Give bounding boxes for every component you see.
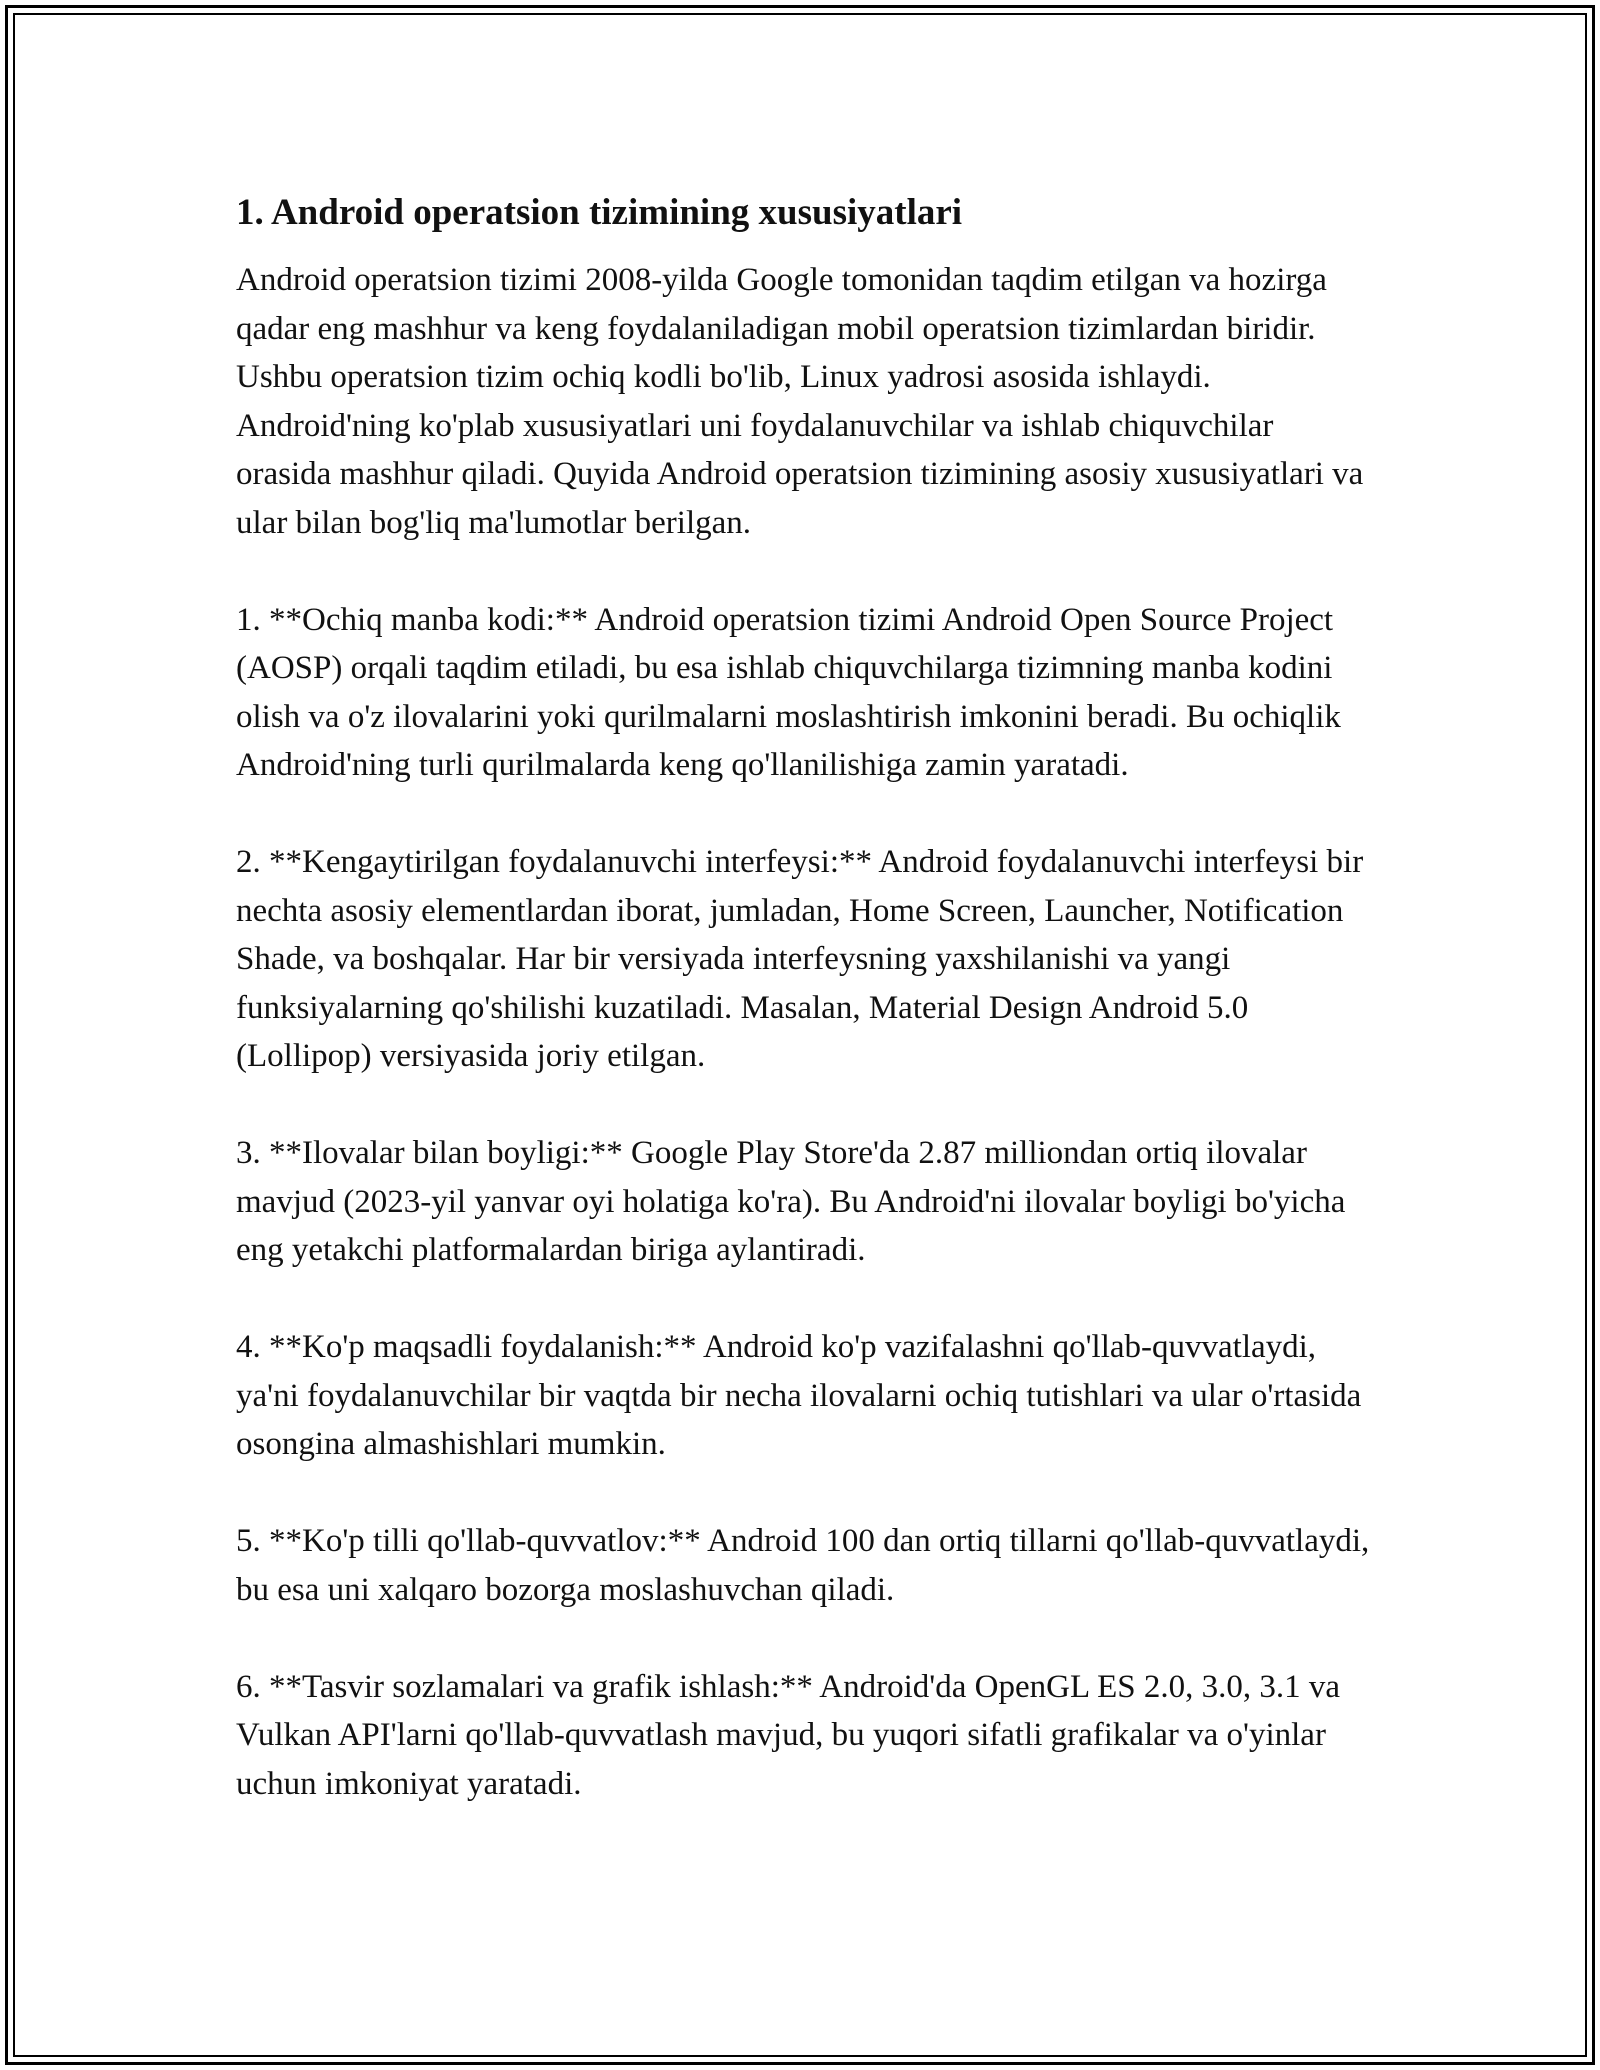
feature-open-source: 1. **Ochiq manba kodi:** Android operatsion tizimi Android Open Source Project (AOSP) orqali taqdim etiladi, bu esa ishlab chiquvchilarga tizimning manba kodini olish va o'z ilovalarini yoki qurilmalarni moslashtirish imkonini beradi. Bu ochiqlik Android'ning turli qurilmalarda keng qo'llanilishiga zamin yaratadi. [236,601,1341,783]
feature-apps: 3. **Ilovalar bilan boyligi:** Google Play Store'da 2.87 milliondan ortiq ilovalar mavjud (2023-yil yanvar oyi holatiga ko'ra). Bu Android'ni ilovalar boyligi bo'yicha eng yetakchi platformalardan biriga aylantiradi. [236,1135,1346,1268]
document-body [236,188,1376,1808]
feature-user-interface: 2. **Kengaytirilgan foydalanuvchi interfeysi:** Android foydalanuvchi interfeysi bir nechta asosiy elementlardan iborat, jumladan, Home Screen, Launcher, Notification Shade, va boshqalar. Har bir versiyada interfeysning yaxshilanishi va yangi funksiyalarning qo'shilishi kuzatiladi. Masalan, Material Design Android 5.0 (Lollipop) versiyasida joriy etilgan. [236,844,1364,1074]
feature-multitasking: 4. **Ko'p maqsadli foydalanish:** Android ko'p vazifalashni qo'llab-quvvatlaydi, ya'ni foydalanuvchilar bir vaqtda bir necha ilovalarni ochiq tutishlari va ular o'rtasida osongina almashishlari mumkin. [236,1329,1362,1462]
intro-paragraph: Android operatsion tizimi 2008-yilda Google tomonidan taqdim etilgan va hozirga qadar eng mashhur va keng foydalaniladigan mobil operatsion tizimlardan biridir. Ushbu operatsion tizim ochiq kodli bo'lib, Linux yadrosi asosida ishlaydi. Android'ning ko'plab xususiyatlari uni foydalanuvchilar va ishlab chiquvchilar orasida mashhur qiladi. Quyida Android operatsion tizimining asosiy xususiyatlari va ular bilan bog'liq ma'lumotlar berilgan. [236,262,1364,541]
section-heading: 1. Android operatsion tizimining xususiyatlari [236,192,963,233]
feature-graphics: 6. **Tasvir sozlamalari va grafik ishlash:** Android'da OpenGL ES 2.0, 3.0, 3.1 va Vulkan API'larni qo'llab-quvvatlash mavjud, bu yuqori sifatli grafikalar va o'yinlar uchun imkoniyat yaratadi. [236,1668,1341,1802]
feature-multilanguage: 5. **Ko'p tilli qo'llab-quvvatlov:** Android 100 dan ortiq tillarni qo'llab-quvvatlaydi, bu esa uni xalqaro bozorga moslashuvchan qiladi. [236,1523,1370,1608]
